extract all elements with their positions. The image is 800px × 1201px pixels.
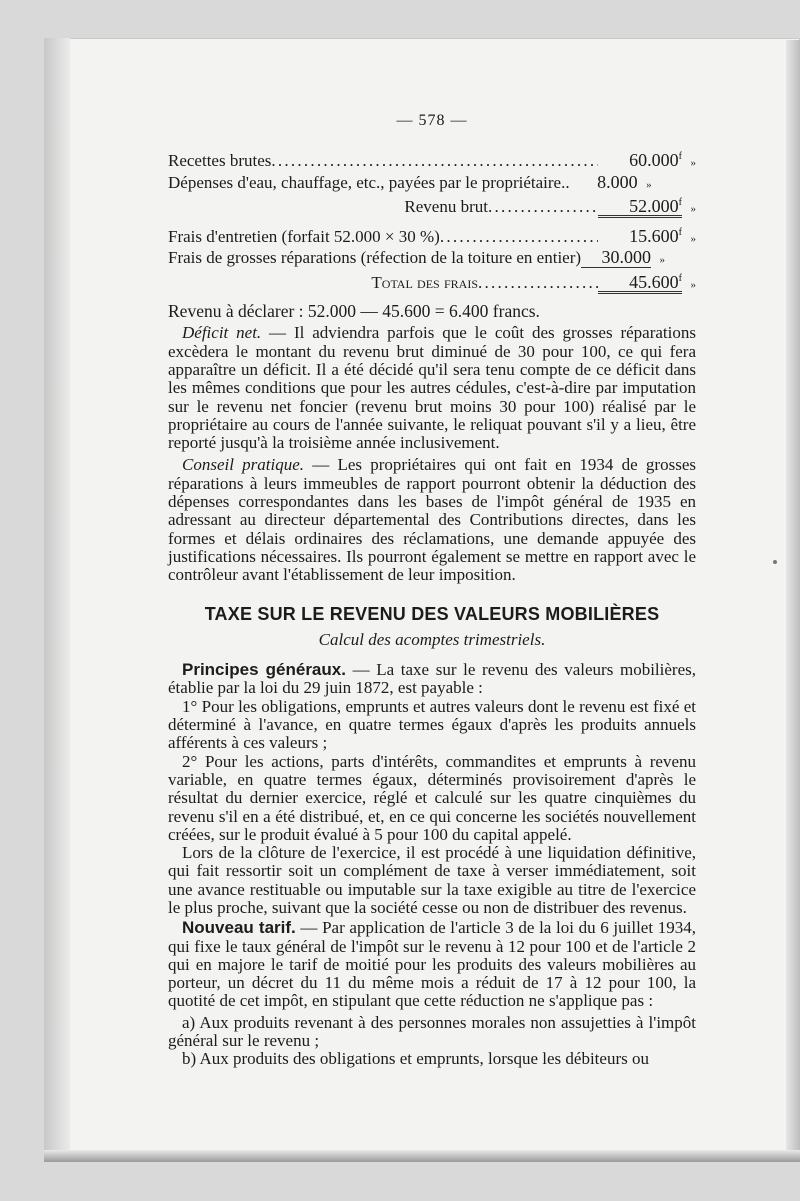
currency-mark: » bbox=[690, 157, 696, 170]
revenu-brut-label: Revenu brut bbox=[404, 196, 488, 216]
total-frais-amount: 45.600$^f$ bbox=[598, 270, 682, 294]
currency-mark: » bbox=[690, 233, 696, 246]
deficit-title: Déficit net. bbox=[182, 323, 262, 343]
row-depenses bbox=[168, 173, 696, 194]
page-binding bbox=[44, 38, 70, 1158]
row-recettes bbox=[168, 148, 696, 172]
section-subheading: Calcul des acomptes trimestriels. bbox=[318, 629, 546, 649]
total-frais-label: Total des frais bbox=[371, 272, 478, 292]
conseil-paragraph bbox=[168, 456, 696, 584]
page-content bbox=[168, 112, 696, 1069]
section-heading: TAXE SUR LE REVENU DES VALEURS MOBILIÈRES bbox=[204, 603, 660, 624]
conseil-title: Conseil pratique. bbox=[182, 455, 305, 475]
item-b: b) Aux produits des obligations et emprunts, lorsque les débiteurs ou bbox=[182, 1049, 649, 1069]
depenses-label: Dépenses d'eau, chauffage, etc., payées par le propriétaire.. bbox=[168, 172, 570, 192]
recettes-amount: 60.000$^f$ bbox=[629, 150, 682, 171]
principes-paragraph bbox=[168, 661, 696, 698]
principes-text: — La taxe sur le revenu des valeurs mobilières, établie par la loi du 29 juin 1872, est payable : bbox=[168, 660, 696, 698]
revenu-brut-amount: 52.000$^f$ bbox=[598, 194, 682, 218]
tarif-text: — Par application de l'article 3 de la loi du 6 juillet 1934, qui fixe le taux général de l'impôt sur le revenu à 12 pour 100 et de l'article 2 qui en majore le tarif de moitié pour les produits des valeurs mobilières au porteur, un décret du 11 du même mois a réduit de 17 à 12 pour 100, la quotité de cet impôt, en stipulant que cette réduction ne s'applique pas : bbox=[168, 918, 696, 1011]
currency-mark: » bbox=[646, 178, 652, 191]
grosses-reparations-amount: 30.000 bbox=[581, 248, 651, 267]
currency-mark: » bbox=[690, 202, 696, 215]
point-2: 2° Pour les actions, parts d'intérêts, commandites et emprunts à revenu variable, en quatre termes égaux, déterminés provisoirement d'après le résultat du dernier exercice, réglé et calculé sur les quatre cinquièmes du revenu s'il en a été distribué, et, en ce qui concerne les sociétés nouvellement créées, sur le produit évalué à 5 pour 100 du capital appelé. bbox=[168, 751, 696, 844]
row-grosses-reparations bbox=[168, 248, 696, 269]
row-revenu-brut bbox=[168, 194, 696, 218]
ink-speck bbox=[773, 560, 777, 564]
leader-dots bbox=[271, 152, 598, 170]
recettes-label: Recettes brutes bbox=[168, 151, 272, 171]
leader-dots bbox=[440, 228, 598, 246]
deficit-paragraph bbox=[168, 324, 696, 452]
deficit-text: — Il adviendra parfois que le coût des grosses réparations excèdera le montant du revenu brut diminué de 30 pour 100, ce qui fera apparaître un déficit. Il a été décidé qu'il sera tenu compte de ce déficit dans les mêmes conditions que pour les autres cédules, c'est-à-dire par imputation sur le revenu net foncier (revenu brut moins 30 pour 100) réalisé par le propriétaire au cours de l'année suivante, le reliquat pouvant s'il y a lieu, être reporté jusqu'à la troisième année inclusivement. bbox=[168, 323, 696, 453]
currency-mark: » bbox=[659, 254, 666, 267]
page-bottom-edge bbox=[44, 1150, 800, 1162]
conseil-text: — Les propriétaires qui ont fait en 1934 de grosses réparations à leurs immeubles de rapport pourront obtenir la déduction des dépenses correspondantes dans les bases de l'impôt général de 1935 en adressant au directeur départemental des Contributions directes, dans les formes et délais ordinaires des réclamations, une demande appuyée des justifications nécessaires. Ils pourront également se mettre en rapport avec le contrôleur avant l'établissement de leur imposition. bbox=[168, 455, 696, 585]
leader-dots bbox=[488, 198, 598, 216]
leader-dots bbox=[478, 274, 598, 292]
currency-mark: » bbox=[690, 278, 696, 291]
row-frais-entretien bbox=[168, 224, 696, 248]
tarif-paragraph bbox=[168, 919, 696, 1010]
grosses-reparations-label: Frais de grosses réparations (réfection de la toiture en entier) bbox=[168, 248, 582, 268]
page-right-edge bbox=[786, 40, 800, 1160]
principes-title: Principes généraux. bbox=[182, 660, 346, 680]
point-1: 1° Pour les obligations, emprunts et autres valeurs dont le revenu est fixé et déterminé à l'avance, en quatre termes égaux d'après les produits annuels afférents à ces valeurs ; bbox=[168, 696, 696, 753]
frais-entretien-label: Frais d'entretien (forfait 52.000 × 30 %) bbox=[168, 227, 440, 247]
row-total-frais bbox=[168, 270, 696, 294]
item-a: a) Aux produits revenant à des personnes morales non assujetties à l'impôt général sur le revenu ; bbox=[168, 1012, 696, 1051]
cloture-paragraph: Lors de la clôture de l'exercice, il est procédé à une liquidation définitive, qui fait ressortir soit un complément de taxe à verser immédiatement, soit une avance restituable ou imputable sur la taxe exigible au titre de l'exercice le plus proche, suivant que la société cesse ou non de distribuer des revenus. bbox=[168, 843, 696, 917]
revenu-a-declarer: Revenu à déclarer : 52.000 — 45.600 = 6.400 francs. bbox=[168, 301, 540, 322]
page-number: — 578 — bbox=[396, 112, 468, 129]
frais-entretien-amount: 15.600$^f$ bbox=[629, 226, 682, 247]
depenses-amount: 8.000 bbox=[597, 171, 638, 192]
tarif-title: Nouveau tarif. bbox=[182, 918, 296, 938]
